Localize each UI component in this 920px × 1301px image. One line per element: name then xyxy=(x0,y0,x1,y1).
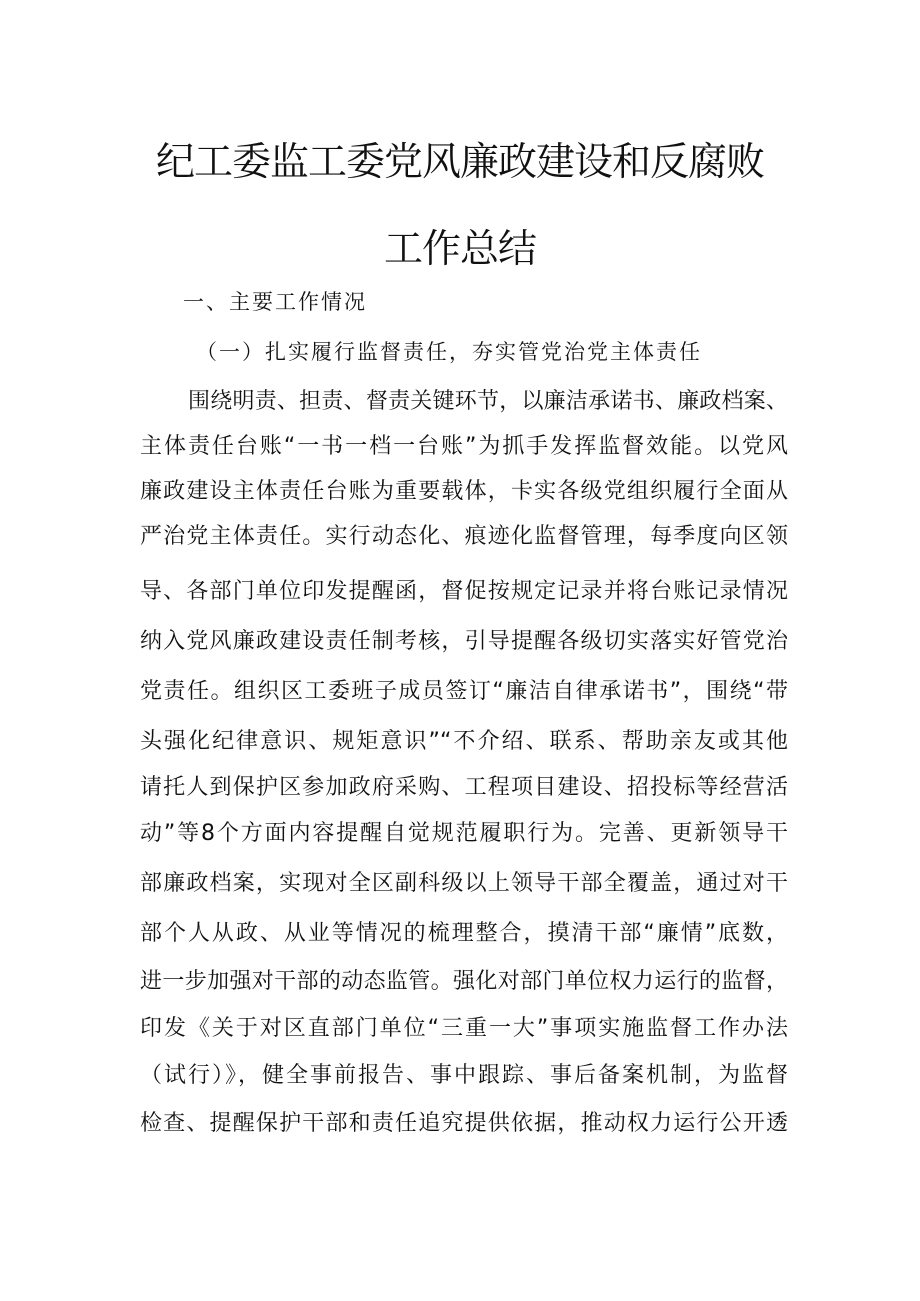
paragraph-line: 主体责任台账“一书一档一台账”为抓手发挥监督效能。以党风 xyxy=(140,434,789,459)
paragraph-line: 部个人从政、从业等情况的梳理整合，摸清干部“廉情”底数， xyxy=(140,921,789,946)
paragraph-line: 动”等8个方面内容提醒自觉规范履职行为。完善、更新领导干 xyxy=(140,821,788,846)
paragraph-line: 请托人到保护区参加政府采购、工程项目建设、招投标等经营活 xyxy=(140,775,788,800)
paragraph-line: 廉政建设主体责任台账为重要载体，卡实各级党组织履行全面从 xyxy=(140,479,788,504)
paragraph-line: 检查、提醒保护干部和责任追究提供依据，推动权力运行公开透 xyxy=(140,1111,788,1136)
paragraph-line: 严治党主体责任。实行动态化、痕迹化监督管理，每季度向区领 xyxy=(140,524,788,549)
paragraph-line: 导、各部门单位印发提醒函，督促按规定记录并将台账记录情况 xyxy=(140,579,788,604)
subsection-heading: （一）扎实履行监督责任，夯实管党治党主体责任 xyxy=(196,340,702,364)
paragraph-line: 头强化纪律意识、规矩意识”“不介绍、联系、帮助亲友或其他 xyxy=(140,729,788,754)
paragraph-line: 部廉政档案，实现对全区副科级以上领导干部全覆盖，通过对干 xyxy=(140,871,788,896)
document-title-line1: 纪工委监工委党风廉政建设和反腐败 xyxy=(155,140,764,185)
paragraph-line: 党责任。组织区工委班子成员签订“廉洁自律承诺书”，围绕“带 xyxy=(140,679,788,704)
paragraph-line: 纳入党风廉政建设责任制考核，引导提醒各级切实落实好管党治 xyxy=(140,629,788,654)
document-title-line2: 工作总结 xyxy=(383,227,536,272)
section-heading: 一、主要工作情况 xyxy=(183,290,367,314)
paragraph-line: 进一步加强对干部的动态监管。强化对部门单位权力运行的监督， xyxy=(140,969,788,994)
paragraph-line: （试行）》，健全事前报告、事中跟踪、事后备案机制，为监督 xyxy=(140,1063,788,1088)
paragraph-line: 围绕明责、担责、督责关键环节，以廉洁承诺书、廉政档案、 xyxy=(188,389,788,414)
paragraph-line: 印发《关于对区直部门单位“三重一大”事项实施监督工作办法 xyxy=(140,1016,788,1041)
